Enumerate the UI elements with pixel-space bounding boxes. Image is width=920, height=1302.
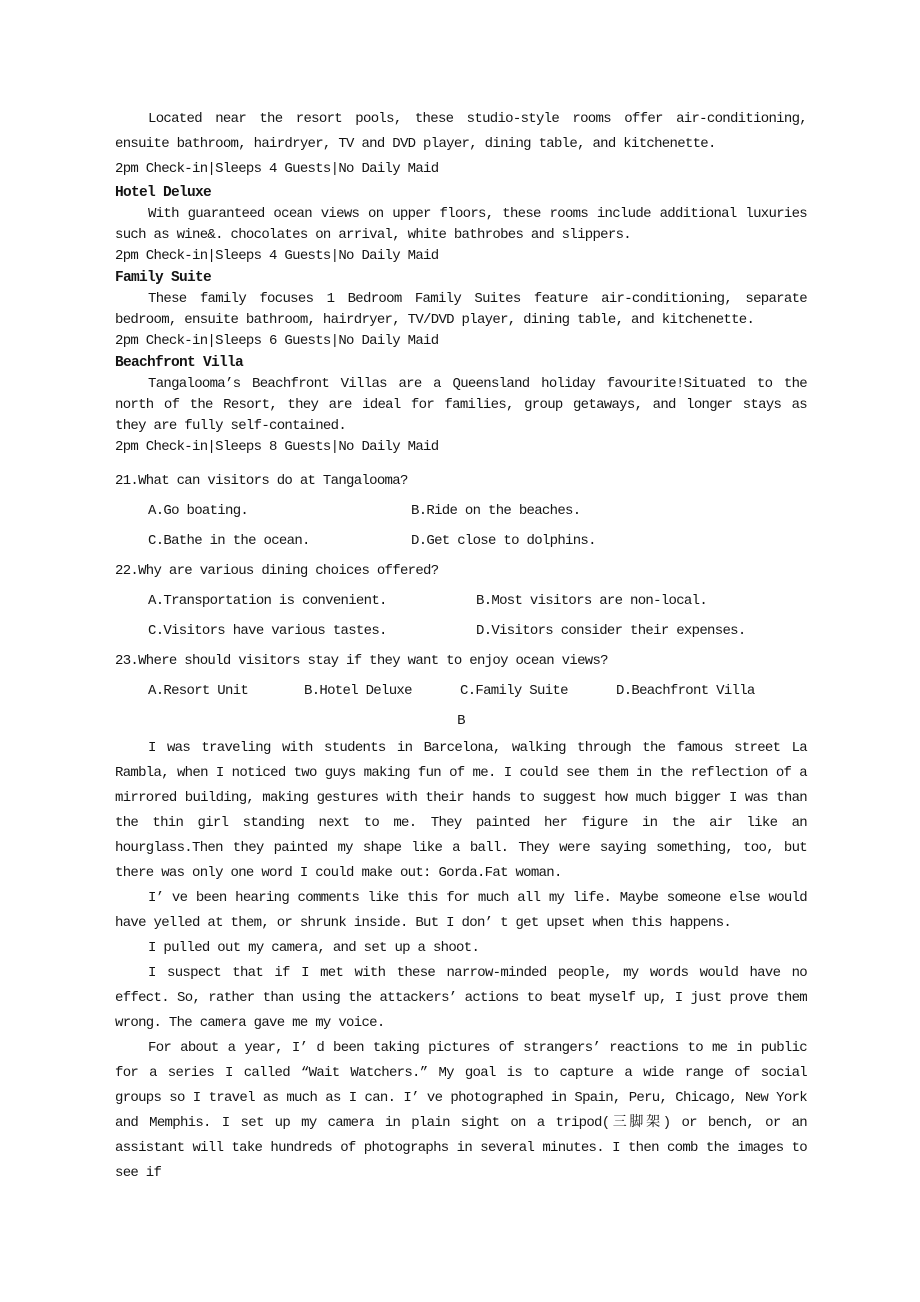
question-23-option-d: D.Beachfront Villa	[616, 683, 755, 699]
question-22-option-a: A.Transportation is convenient.	[148, 593, 387, 609]
passage-paragraph-4: I suspect that if I met with these narrow-minded people, my words would have no effect. So, rather than using the attackers’ actions to beat myself up, I just prove them wrong. The camera gave me my voice.	[115, 965, 807, 1031]
question-23-option-b: B.Hotel Deluxe	[304, 683, 412, 699]
question-21-option-c: C.Bathe in the ocean.	[148, 533, 310, 549]
room-section-family-suite	[115, 267, 807, 352]
room-meta-hotel-deluxe: 2pm Check-in|Sleeps 4 Guests|No Daily Maid	[115, 248, 439, 264]
room-description-hotel-deluxe: With guaranteed ocean views on upper floors, these rooms include additional luxuries such as wine&. chocolates on arrival, white bathrobes and slippers.	[115, 206, 807, 243]
passage-b-body	[115, 736, 807, 1186]
room-section-hotel-deluxe	[115, 182, 807, 267]
question-21-option-a: A.Go boating.	[148, 503, 249, 519]
question-21: 21.What can visitors do at Tangalooma?	[115, 473, 408, 489]
question-22-options-row-1	[115, 586, 807, 616]
question-22-options-row-2	[115, 616, 807, 646]
question-21-options-row-1	[115, 496, 807, 526]
question-23-option-a: A.Resort Unit	[148, 683, 249, 699]
question-22-option-d: D.Visitors consider their expenses.	[476, 623, 746, 639]
question-23-option-c: C.Family Suite	[460, 683, 568, 699]
passage-paragraph-2: I’ ve been hearing comments like this for much all my life. Maybe someone else would have yelled at them, or shrunk inside. But I don’ t get upset when this happens.	[115, 890, 807, 931]
question-23: 23.Where should visitors stay if they want to enjoy ocean views?	[115, 653, 608, 669]
room-title-family-suite: Family Suite	[115, 270, 212, 286]
passage-paragraph-3: I pulled out my camera, and set up a shoot.	[148, 940, 480, 956]
question-23-options-row	[115, 676, 807, 706]
passage-paragraph-1: I was traveling with students in Barcelona, walking through the famous street La Rambla, when I noticed two guys making fun of me. I could see them in the reflection of a mirrored building, making gestures with their hands to suggest how much bigger I was than the thin girl standing next to me. They painted her figure in the air like an hourglass.Then they painted my shape like a ball. They were saying something, too, but there was only one word I could make out: Gorda.Fat woman.	[115, 740, 807, 881]
room-meta-family-suite: 2pm Check-in|Sleeps 6 Guests|No Daily Maid	[115, 333, 439, 349]
questions-block	[115, 466, 807, 706]
question-21-options-row-2	[115, 526, 807, 556]
resort-unit-description: Located near the resort pools, these studio-style rooms offer air-conditioning, ensuite bathroom, hairdryer, TV and DVD player, dining table, and kitchenette.	[115, 111, 807, 152]
question-22: 22.Why are various dining choices offered?	[115, 563, 439, 579]
question-22-option-c: C.Visitors have various tastes.	[148, 623, 387, 639]
resort-unit-meta-line: 2pm Check-in|Sleeps 4 Guests|No Daily Maid	[115, 161, 439, 177]
room-description-beachfront-villa: Tangalooma’s Beachfront Villas are a Queensland holiday favourite!Situated to the north of the Resort, they are ideal for families, group getaways, and longer stays as they are fully self-contained.	[115, 376, 807, 434]
room-title-beachfront-villa: Beachfront Villa	[115, 355, 244, 371]
question-21-option-d: D.Get close to dolphins.	[411, 533, 596, 549]
passage-b-section-label: B	[457, 713, 465, 729]
room-title-hotel-deluxe: Hotel Deluxe	[115, 185, 212, 201]
question-22-option-b: B.Most visitors are non-local.	[476, 593, 708, 609]
room-description-family-suite: These family focuses 1 Bedroom Family Suites feature air-conditioning, separate bedroom, ensuite bathroom, hairdryer, TV/DVD player, dining table, and kitchenette.	[115, 291, 807, 328]
room-meta-beachfront-villa: 2pm Check-in|Sleeps 8 Guests|No Daily Maid	[115, 439, 439, 455]
room-section-beachfront-villa	[115, 352, 807, 458]
passage-paragraph-5: For about a year, I’ d been taking pictures of strangers’ reactions to me in public for a series I called “Wait Watchers.” My goal is to capture a wide range of social groups so I travel as much as I can. I’ ve photographed in Spain, Peru, Chicago, New York and Memphis. I set up my camera in plain sight on a tripod(三脚架) or bench, or an assistant will take hundreds of photographs in several minutes. I then comb the images to see if	[115, 1040, 807, 1181]
question-21-option-b: B.Ride on the beaches.	[411, 503, 581, 519]
